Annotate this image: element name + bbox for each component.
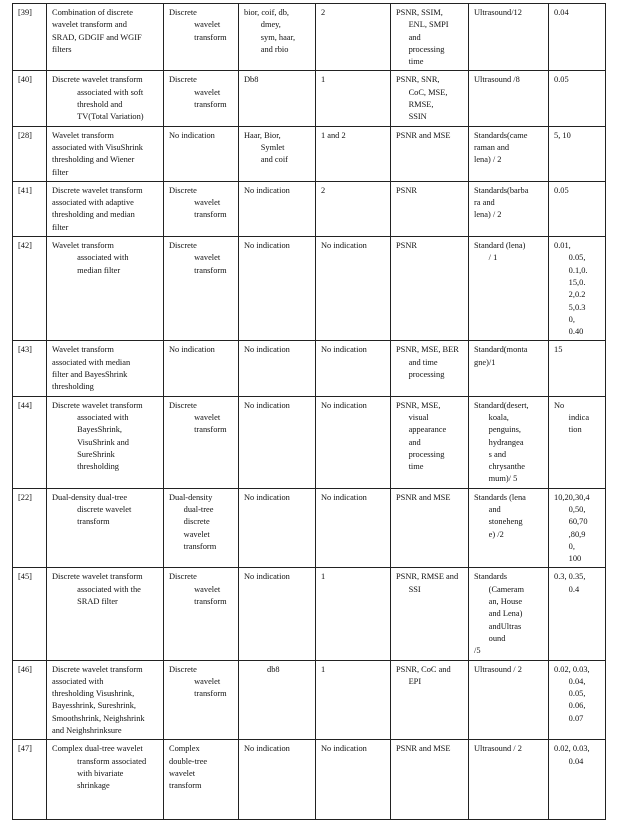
wavelet-cell <box>239 488 316 568</box>
ref-cell-text: [39] <box>18 8 32 17</box>
wavelet-cell-text: No indication <box>244 492 290 502</box>
method-cell <box>47 126 164 181</box>
metrics-cell <box>391 740 469 820</box>
comparison-table <box>12 3 606 820</box>
ref-cell-text: [42] <box>18 241 32 251</box>
images-cell-text: Standard (lena) / 1 <box>474 241 526 263</box>
noise-cell <box>549 660 606 740</box>
noise-cell <box>549 396 606 488</box>
method-cell <box>47 71 164 126</box>
method-cell-text: Wavelet transform associated with VisuShrink thresholding and Wiener filter <box>52 130 143 177</box>
level-cell <box>316 396 391 488</box>
ref-cell <box>13 568 47 660</box>
wavelet-cell <box>239 568 316 660</box>
metrics-cell-text: PSNR, RMSE and SSI <box>396 572 459 594</box>
wavelet-cell-text: No indication <box>244 185 290 195</box>
transform-cell-text: Discrete wavelet transform <box>169 572 227 607</box>
method-cell-text: Wavelet transform associated with median filter <box>52 241 129 275</box>
transform-cell <box>164 4 239 71</box>
transform-cell <box>164 237 239 341</box>
ref-cell-text: [47] <box>18 744 32 754</box>
images-cell-text: Ultrasound / 2 <box>474 744 522 754</box>
method-cell <box>47 341 164 396</box>
wavelet-cell <box>239 4 316 71</box>
wavelet-cell-text: Haar, Bior, Symlet and coif <box>244 130 288 165</box>
level-cell-text: 2 <box>321 185 326 195</box>
level-cell-text: 2 <box>321 8 326 17</box>
wavelet-cell <box>239 237 316 341</box>
metrics-cell-text: PSNR and MSE <box>396 492 451 502</box>
images-cell <box>469 4 549 71</box>
images-cell <box>469 488 549 568</box>
method-cell-text: Discrete wavelet transform associated with adaptive thresholding and median filter <box>52 185 143 232</box>
table-row <box>13 396 606 488</box>
metrics-cell-text: PSNR, CoC and EPI <box>396 664 451 686</box>
method-cell-text: Combination of discrete wavelet transform and SRAD, GDGIF and WGIF filters <box>52 8 142 54</box>
table-row <box>13 488 606 568</box>
method-cell <box>47 4 164 71</box>
noise-cell-text: 10,20,30,4 0,50, 60,70 ,80,9 0, 100 <box>554 492 590 564</box>
level-cell <box>316 71 391 126</box>
method-cell-text: Discrete wavelet transform associated with BayesShrink, VisuShrink and SureShrink thresholding <box>52 400 143 472</box>
metrics-cell <box>391 660 469 740</box>
wavelet-cell <box>239 71 316 126</box>
transform-cell <box>164 341 239 396</box>
level-cell-text: 1 <box>321 664 326 674</box>
level-cell <box>316 568 391 660</box>
metrics-cell-text: PSNR, MSE, BER and time processing <box>396 345 459 380</box>
images-cell <box>469 181 549 236</box>
level-cell <box>316 181 391 236</box>
ref-cell-text: [44] <box>18 400 32 410</box>
wavelet-cell-text: db8 <box>244 664 280 674</box>
table-row <box>13 126 606 181</box>
level-cell <box>316 341 391 396</box>
images-cell <box>469 740 549 820</box>
wavelet-cell-text: No indication <box>244 345 290 355</box>
method-cell <box>47 237 164 341</box>
method-cell <box>47 660 164 740</box>
table-row <box>13 341 606 396</box>
transform-cell-text: Discrete wavelet transform <box>169 664 227 699</box>
table-row <box>13 237 606 341</box>
level-cell <box>316 660 391 740</box>
table-body <box>13 4 606 820</box>
noise-cell <box>549 488 606 568</box>
metrics-cell <box>391 4 469 71</box>
method-cell-text: Discrete wavelet transform associated with the SRAD filter <box>52 572 143 607</box>
ref-cell-text: [40] <box>18 75 32 85</box>
images-cell-text: Ultrasound / 2 <box>474 664 522 674</box>
ref-cell <box>13 488 47 568</box>
noise-cell <box>549 341 606 396</box>
method-cell <box>47 181 164 236</box>
method-cell-text: Discrete wavelet transform associated with soft threshold and TV(Total Variation) <box>52 75 144 122</box>
wavelet-cell-text: No indication <box>244 400 290 410</box>
metrics-cell-text: PSNR and MSE <box>396 744 451 754</box>
metrics-cell <box>391 181 469 236</box>
metrics-cell-text: PSNR and MSE <box>396 130 451 140</box>
images-cell-text: Ultrasound /8 <box>474 75 520 85</box>
level-cell-text: 1 <box>321 75 326 85</box>
table-row <box>13 4 606 71</box>
level-cell-text: No indication <box>321 492 367 502</box>
level-cell <box>316 126 391 181</box>
transform-cell <box>164 396 239 488</box>
wavelet-cell <box>239 396 316 488</box>
noise-cell-text: No indica tion <box>554 400 590 435</box>
wavelet-cell <box>239 660 316 740</box>
ref-cell <box>13 740 47 820</box>
metrics-cell-text: PSNR <box>396 241 417 251</box>
images-cell-text: Standard(monta gne)/1 <box>474 345 528 367</box>
method-cell-text: Wavelet transform associated with median filter and BayesShrink thresholding <box>52 345 131 392</box>
wavelet-cell-text: No indication <box>244 744 290 754</box>
level-cell <box>316 4 391 71</box>
noise-cell-text: 0.3, 0.35, 0.4 <box>554 572 586 594</box>
transform-cell-text: No indication <box>169 345 215 355</box>
metrics-cell <box>391 396 469 488</box>
noise-cell <box>549 181 606 236</box>
images-cell <box>469 396 549 488</box>
ref-cell <box>13 71 47 126</box>
noise-cell <box>549 237 606 341</box>
transform-cell-text: No indication <box>169 130 215 140</box>
method-cell <box>47 488 164 568</box>
ref-cell <box>13 237 47 341</box>
transform-cell-text: Discrete wavelet transform <box>169 241 227 275</box>
ref-cell-text: [28] <box>18 130 32 140</box>
transform-cell-text: Discrete wavelet transform <box>169 75 227 110</box>
table-row <box>13 71 606 126</box>
images-cell <box>469 568 549 660</box>
level-cell-text: 1 and 2 <box>321 130 346 140</box>
transform-cell-text: Discrete wavelet transform <box>169 8 227 42</box>
images-cell <box>469 237 549 341</box>
wavelet-cell <box>239 126 316 181</box>
level-cell-text: No indication <box>321 744 367 754</box>
noise-cell-text: 0.02, 0.03, 0.04, 0.05, 0.06, 0.07 <box>554 664 590 723</box>
images-cell <box>469 71 549 126</box>
noise-cell-text: 0.01, 0.05, 0.1,0. 15,0. 2,0.2 5,0.3 0, 0.40 <box>554 241 588 337</box>
transform-cell-text: Discrete wavelet transform <box>169 400 227 435</box>
metrics-cell <box>391 71 469 126</box>
images-cell-text: Standards(came raman and lena) / 2 <box>474 130 528 165</box>
method-cell-text: Dual-density dual-tree discrete wavelet transform <box>52 492 132 527</box>
transform-cell-text: Complex double-tree wavelet transform <box>169 744 208 791</box>
method-cell-text: Complex dual-tree wavelet transform associated with bivariate shrinkage <box>52 744 147 791</box>
transform-cell <box>164 181 239 236</box>
level-cell-text: No indication <box>321 400 367 410</box>
level-cell-text: No indication <box>321 241 367 251</box>
images-cell <box>469 126 549 181</box>
table-row <box>13 568 606 660</box>
transform-cell <box>164 660 239 740</box>
metrics-cell-text: PSNR, MSE, visual appearance and processing time <box>396 400 447 472</box>
method-cell <box>47 740 164 820</box>
ref-cell-text: [43] <box>18 345 32 355</box>
transform-cell <box>164 740 239 820</box>
ref-cell <box>13 4 47 71</box>
images-cell <box>469 660 549 740</box>
transform-cell <box>164 568 239 660</box>
table-row <box>13 181 606 236</box>
table-row <box>13 660 606 740</box>
ref-cell <box>13 126 47 181</box>
ref-cell-text: [46] <box>18 664 32 674</box>
level-cell <box>316 488 391 568</box>
table-row <box>13 740 606 820</box>
wavelet-cell-text: No indication <box>244 572 290 582</box>
level-cell <box>316 237 391 341</box>
page <box>12 3 606 820</box>
metrics-cell <box>391 237 469 341</box>
wavelet-cell <box>239 181 316 236</box>
wavelet-cell-text: No indication <box>244 241 290 251</box>
level-cell-text: 1 <box>321 572 326 582</box>
ref-cell <box>13 181 47 236</box>
method-cell-text: Discrete wavelet transform associated with thresholding Visushrink, Bayesshrink, Sureshrink, Smoothshrink, Neighshrink and Neighshrinksure <box>52 664 145 736</box>
ref-cell-text: [22] <box>18 492 32 502</box>
images-cell <box>469 341 549 396</box>
transform-cell-text: Discrete wavelet transform <box>169 185 227 220</box>
ref-cell <box>13 396 47 488</box>
wavelet-cell-text: Db8 <box>244 75 259 85</box>
images-cell-text: Standards (lena and stoneheng e) /2 <box>474 492 526 539</box>
noise-cell-text: 0.02, 0.03, 0.04 <box>554 744 590 766</box>
transform-cell <box>164 488 239 568</box>
metrics-cell <box>391 568 469 660</box>
transform-cell <box>164 71 239 126</box>
level-cell <box>316 740 391 820</box>
metrics-cell <box>391 341 469 396</box>
metrics-cell-text: PSNR, SNR, CoC, MSE, RMSE, SSIN <box>396 75 448 122</box>
noise-cell-text: 0.05 <box>554 185 569 195</box>
transform-cell <box>164 126 239 181</box>
ref-cell <box>13 341 47 396</box>
metrics-cell <box>391 126 469 181</box>
ref-cell <box>13 660 47 740</box>
ref-cell-text: [41] <box>18 185 32 195</box>
wavelet-cell <box>239 341 316 396</box>
noise-cell-text: 0.05 <box>554 75 569 85</box>
method-cell <box>47 396 164 488</box>
images-cell-text: Ultrasound/12 <box>474 8 522 17</box>
images-cell-text: Standards(barba ra and lena) / 2 <box>474 185 529 220</box>
metrics-cell <box>391 488 469 568</box>
noise-cell <box>549 740 606 820</box>
noise-cell-text: 0.04 <box>554 8 569 17</box>
metrics-cell-text: PSNR <box>396 185 417 195</box>
level-cell-text: No indication <box>321 345 367 355</box>
ref-cell-text: [45] <box>18 572 32 582</box>
images-cell-text: Standards (Cameram an, House and Lena) andUltras ound /5 <box>474 572 525 656</box>
noise-cell-text: 5, 10 <box>554 130 571 140</box>
noise-cell <box>549 71 606 126</box>
noise-cell <box>549 4 606 71</box>
method-cell <box>47 568 164 660</box>
wavelet-cell-text: bior, coif, db, dmey, sym, haar, and rbio <box>244 8 296 54</box>
images-cell-text: Standard(desert, koala, penguins, hydrangea s and chrysanthe mum)/ 5 <box>474 400 529 484</box>
noise-cell <box>549 568 606 660</box>
noise-cell-text: 15 <box>554 345 563 355</box>
metrics-cell-text: PSNR, SSIM, ENL, SMPI and processing time <box>396 8 449 67</box>
transform-cell-text: Dual-density dual-tree discrete wavelet transform <box>169 492 217 551</box>
noise-cell <box>549 126 606 181</box>
wavelet-cell <box>239 740 316 820</box>
